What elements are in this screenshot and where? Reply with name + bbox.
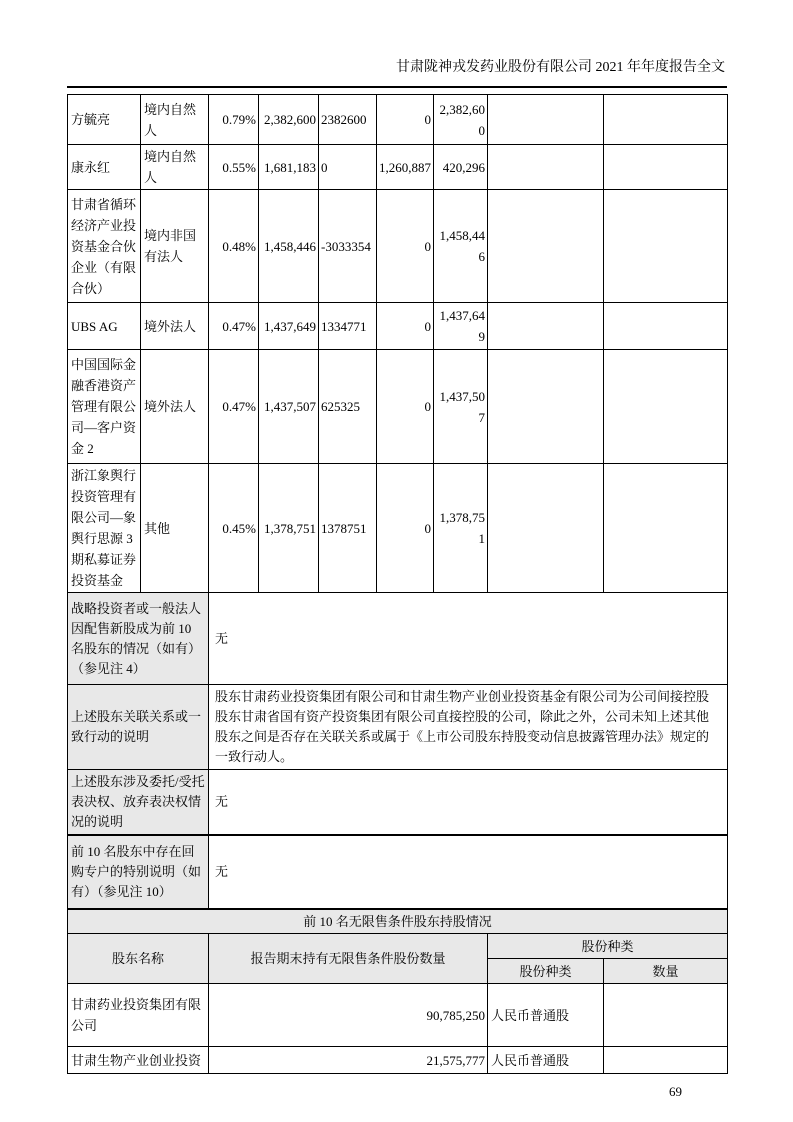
note-label-cell: 战略投资者或一般法人因配售新股成为前 10 名股东的情况（如有）（参见注 4） <box>68 593 209 685</box>
table-row <box>68 984 728 1047</box>
note-value-cell: 无 <box>209 835 728 909</box>
shares-held-cell: 1,458,446 <box>259 190 319 303</box>
restricted-shares-cell: 0 <box>377 190 434 303</box>
report-header-title: 甘肃陇神戎发药业股份有限公司 2021 年年度报告全文 <box>396 60 725 75</box>
pledge-status-cell <box>488 95 604 145</box>
shares-held-cell: 1,437,507 <box>259 350 319 464</box>
shares-held-cell: 2,382,600 <box>259 95 319 145</box>
unrestricted-shares-cell: 1,437,649 <box>434 303 488 350</box>
page-footer <box>67 1084 727 1100</box>
table-row <box>68 593 728 685</box>
table-row <box>68 190 728 303</box>
shareholder-type-cell: 其他 <box>141 464 209 593</box>
ratio-cell: 0.47% <box>209 303 259 350</box>
change-cell: 625325 <box>319 350 377 464</box>
pledge-qty-cell <box>604 145 728 190</box>
unrestricted-shares-cell: 1,378,751 <box>434 464 488 593</box>
shareholder-name-cell: 康永红 <box>68 145 141 190</box>
pledge-qty-cell <box>604 190 728 303</box>
pledge-qty-cell <box>604 464 728 593</box>
change-cell: 2382600 <box>319 95 377 145</box>
unrestricted-shares-cell: 420,296 <box>434 145 488 190</box>
unrestricted-shares-count-cell: 90,785,250 <box>209 984 488 1047</box>
ratio-cell: 0.55% <box>209 145 259 190</box>
col-header-share-type-group: 股份种类 <box>488 934 728 959</box>
restricted-shares-cell: 0 <box>377 464 434 593</box>
restricted-shares-cell: 1,260,887 <box>377 145 434 190</box>
note-label-cell: 上述股东关联关系或一致行动的说明 <box>68 685 209 770</box>
section-title-row <box>68 909 728 934</box>
ratio-cell: 0.48% <box>209 190 259 303</box>
page-number: 69 <box>669 1084 682 1099</box>
unrestricted-shares-count-cell: 21,575,777 <box>209 1047 488 1074</box>
col-header-quantity: 数量 <box>604 959 728 984</box>
shareholder-name-cell: UBS AG <box>68 303 141 350</box>
note-label-cell: 上述股东涉及委托/受托表决权、放弃表决权情况的说明 <box>68 770 209 836</box>
ratio-cell: 0.79% <box>209 95 259 145</box>
shareholder-type-cell: 境内非国有法人 <box>141 190 209 303</box>
section-title: 前 10 名无限售条件股东持股情况 <box>68 909 728 934</box>
table-row <box>68 350 728 464</box>
col-header-share-type: 股份种类 <box>488 959 604 984</box>
restricted-shares-cell: 0 <box>377 303 434 350</box>
shareholder-name-cell: 浙江象舆行投资管理有限公司—象舆行思源 3 期私募证券投资基金 <box>68 464 141 593</box>
ratio-cell: 0.47% <box>209 350 259 464</box>
change-cell: -3033354 <box>319 190 377 303</box>
pledge-qty-cell <box>604 350 728 464</box>
shares-held-cell: 1,437,649 <box>259 303 319 350</box>
report-header <box>67 0 727 88</box>
table-header-row <box>68 934 728 959</box>
share-qty-cell <box>604 984 728 1047</box>
table-row <box>68 685 728 770</box>
share-qty-cell <box>604 1047 728 1074</box>
col-header-shareholder-name: 股东名称 <box>68 934 209 984</box>
shareholder-type-cell: 境外法人 <box>141 303 209 350</box>
pledge-status-cell <box>488 350 604 464</box>
change-cell: 1378751 <box>319 464 377 593</box>
shares-held-cell: 1,378,751 <box>259 464 319 593</box>
note-value-cell: 股东甘肃药业投资集团有限公司和甘肃生物产业创业投资基金有限公司为公司间接控股股东甘肃省国有资产投资集团有限公司直接控股的公司，除此之外，公司未知上述其他股东之间是否存在关联关系或属于《上市公司股东持股变动信息披露管理办法》规定的一致行动人。 <box>209 685 728 770</box>
shares-held-cell: 1,681,183 <box>259 145 319 190</box>
table-row <box>68 145 728 190</box>
restricted-shares-cell: 0 <box>377 95 434 145</box>
table-row <box>68 770 728 836</box>
shareholder-name-cell: 甘肃省循环经济产业投资基金合伙企业（有限合伙） <box>68 190 141 303</box>
restricted-shares-cell: 0 <box>377 350 434 464</box>
note-value-cell: 无 <box>209 593 728 685</box>
share-type-cell: 人民币普通股 <box>488 984 604 1047</box>
table-row <box>68 464 728 593</box>
shareholders-table <box>67 94 728 1074</box>
pledge-qty-cell <box>604 303 728 350</box>
unrestricted-shareholder-name-cell: 甘肃生物产业创业投资 <box>68 1047 209 1074</box>
shareholder-name-cell: 中国国际金融香港资产管理有限公司—客户资金 2 <box>68 350 141 464</box>
col-header-unrestricted-shares: 报告期末持有无限售条件股份数量 <box>209 934 488 984</box>
shareholder-type-cell: 境外法人 <box>141 350 209 464</box>
pledge-status-cell <box>488 464 604 593</box>
table-row <box>68 303 728 350</box>
shareholder-type-cell: 境内自然人 <box>141 145 209 190</box>
change-cell: 0 <box>319 145 377 190</box>
note-value-cell: 无 <box>209 770 728 836</box>
unrestricted-shares-cell: 1,437,507 <box>434 350 488 464</box>
pledge-status-cell <box>488 190 604 303</box>
shareholder-name-cell: 方毓亮 <box>68 95 141 145</box>
share-type-cell: 人民币普通股 <box>488 1047 604 1074</box>
ratio-cell: 0.45% <box>209 464 259 593</box>
unrestricted-shares-cell: 2,382,600 <box>434 95 488 145</box>
change-cell: 1334771 <box>319 303 377 350</box>
note-label-cell: 前 10 名股东中存在回购专户的特别说明（如有）（参见注 10） <box>68 835 209 909</box>
pledge-status-cell <box>488 303 604 350</box>
pledge-status-cell <box>488 145 604 190</box>
table-row <box>68 95 728 145</box>
unrestricted-shareholder-name-cell: 甘肃药业投资集团有限公司 <box>68 984 209 1047</box>
shareholder-type-cell: 境内自然人 <box>141 95 209 145</box>
unrestricted-shares-cell: 1,458,446 <box>434 190 488 303</box>
table-row <box>68 1047 728 1074</box>
table-row <box>68 835 728 909</box>
pledge-qty-cell <box>604 95 728 145</box>
